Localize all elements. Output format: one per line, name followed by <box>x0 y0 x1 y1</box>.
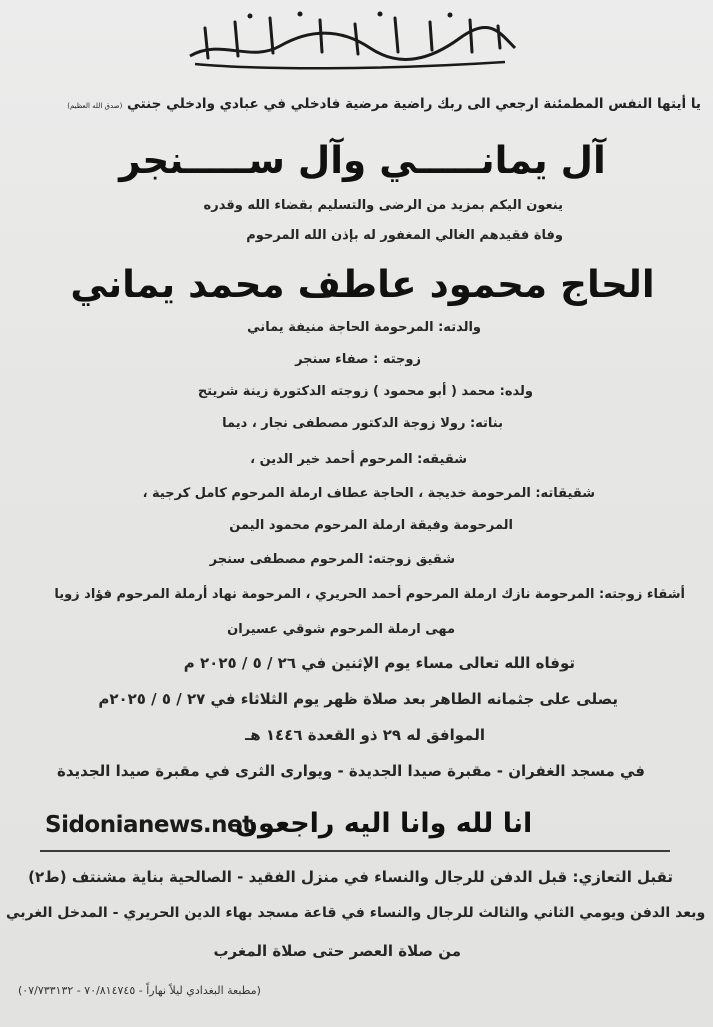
brother-line: شقيقه: المرحوم أحمد خير الدين ، <box>250 452 467 467</box>
intro-line-2: وفاة فقيدهم الغالي المغفور له بإذن الله المرحوم <box>246 228 563 243</box>
divider <box>40 850 670 852</box>
wife-brother-line: شقيق زوجته: المرحوم مصطفى سنجر <box>209 552 455 567</box>
mother-line: والدته: المرحومة الحاجة منيفة يماني <box>247 320 481 335</box>
closing-verse: انا لله وانا اليه راجعون <box>235 808 533 839</box>
condolence-line-2: وبعد الدفن ويومي الثاني والثالث للرجال والنساء في قاعة مسجد بهاء الدين الحريري - المدخل الغربي <box>6 905 706 921</box>
hijri-date-line: الموافق له ٢٩ ذو القعدة ١٤٤٦ هـ <box>245 726 485 744</box>
condolence-line-3: من صلاة العصر حتى صلاة المغرب <box>213 942 461 960</box>
family-names: آل يمانـــــي وآل ســـــنجر <box>119 138 606 182</box>
verse-text: يا أيتها النفس المطمئنة ارجعي الى ربك راضية مرضية فادخلي في عبادي وادخلي جنتي <box>127 96 701 112</box>
wife-line: زوجته : صفاء سنجر <box>295 352 421 367</box>
sisters-line-1: شقيقاته: المرحومة خديجة ، الحاجة عطاف ارملة المرحوم كامل كرجية ، <box>142 486 595 501</box>
calligraphy-header <box>180 8 520 70</box>
death-date-line: توفاه الله تعالى مساء يوم الإثنين في ٢٦ / ٥ / ٢٠٢٥ م <box>183 654 575 672</box>
intro-line-1: ينعون اليكم بمزيد من الرضى والتسليم بقضاء الله وقدره <box>203 198 563 213</box>
sisters-line-2: المرحومة وفيقة ارملة المرحوم محمود اليمن <box>229 518 513 533</box>
condolence-line-1: تقبل التعازي: قبل الدفن للرجال والنساء في منزل الفقيد - الصالحية بناية مشنتف (ط٢) <box>28 868 673 886</box>
son-line: ولده: محمد ( أبو محمود ) زوجته الدكتورة زينة شريتح <box>197 384 533 399</box>
burial-place-line: في مسجد الغفران - مقبرة صيدا الجديدة - ويوارى الثرى في مقبرة صيدا الجديدة <box>57 762 645 780</box>
quran-verse <box>63 96 701 112</box>
calligraphy-art <box>180 8 520 70</box>
wife-sisters-line-2: مهى ارملة المرحوم شوقي عسيران <box>227 622 455 637</box>
verse-source: (صدق الله العظيم) <box>67 102 123 110</box>
prayer-line: يصلى على جثمانه الطاهر بعد صلاة ظهر يوم الثلاثاء في ٢٧ / ٥ / ٢٠٢٥م <box>98 690 618 708</box>
deceased-name: الحاج محمود عاطف محمد يماني <box>70 262 655 306</box>
daughters-line: بناته: رولا زوجة الدكتور مصطفى نجار ، ديما <box>222 416 503 431</box>
printer-credit: (مطبعة البغدادي ليلاً نهاراً - ٧٠/٨١٤٧٤٥ - ٠٧/٧٣٣١٣٢) <box>18 984 261 997</box>
watermark: Sidonianews.net <box>45 812 253 838</box>
wife-sisters-line-1: أشقاء زوجته: المرحومة نازك ارملة المرحوم أحمد الحريري ، المرحومة نهاد أرملة المرحوم فؤاد زويا <box>54 587 685 602</box>
